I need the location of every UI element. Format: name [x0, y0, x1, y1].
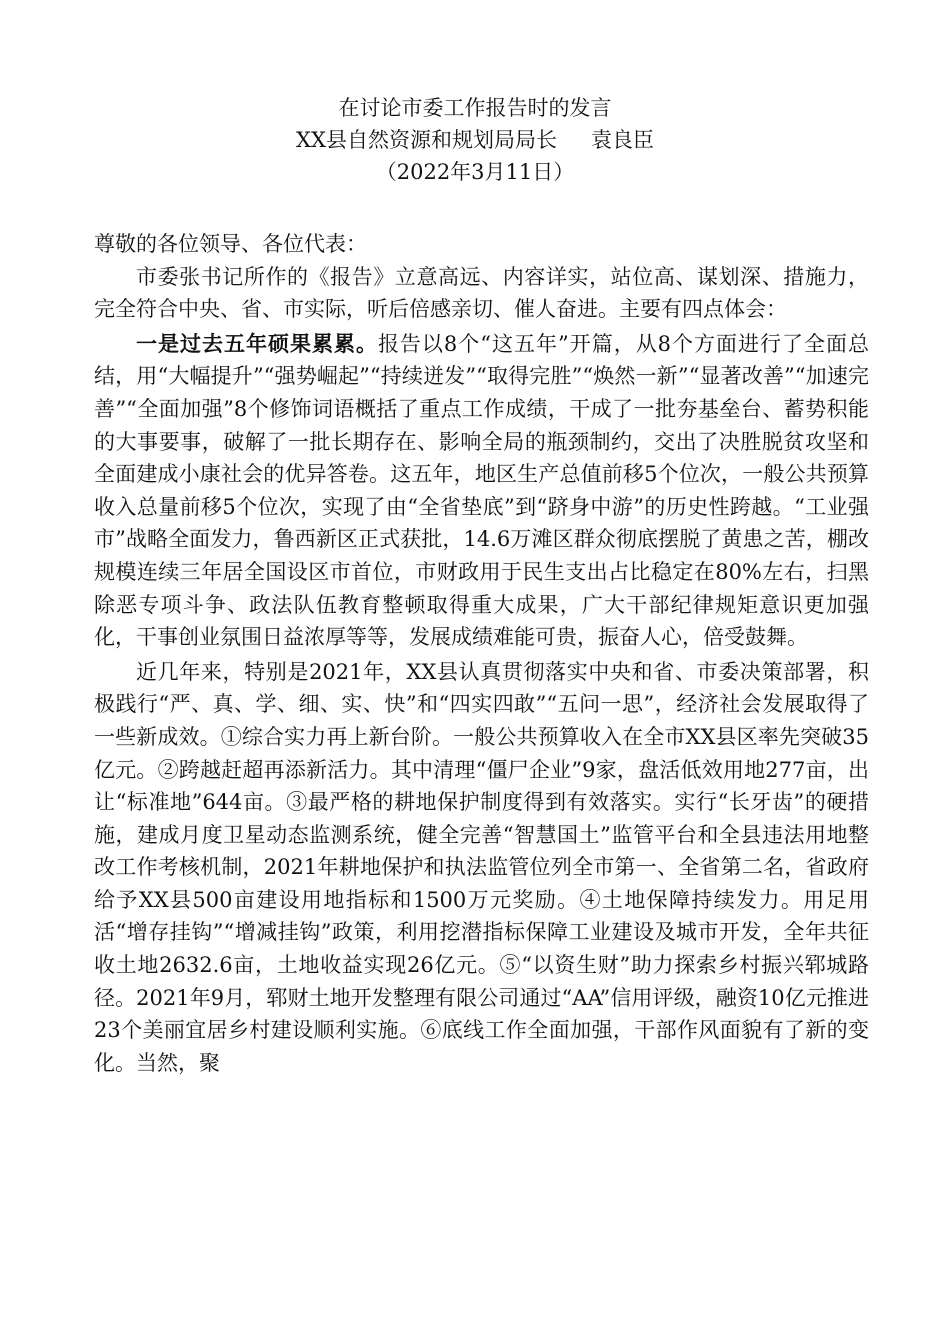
paragraph-lead-heading: 一是过去五年硕果累累。	[136, 331, 378, 356]
paragraph-county-achievements	[94, 656, 869, 1080]
speaker-name: 袁良臣	[590, 128, 654, 152]
paragraph-point-one	[94, 328, 869, 654]
speech-header	[0, 92, 950, 188]
speech-date: （2022年3月11日）	[375, 160, 575, 184]
paragraph-opening	[94, 261, 869, 326]
salutation: 尊敬的各位领导、各位代表：	[94, 232, 367, 256]
speech-body	[94, 228, 869, 1079]
speech-title: 在讨论市委工作报告时的发言	[338, 96, 612, 120]
paragraph-text: 市委张书记所作的《报告》立意高远、内容详实，站位高、谋划深、措施力，完全符合中央、省、市实际，听后倍感亲切、催人奋进。主要有四点体会：	[94, 264, 869, 322]
speaker-line	[0, 124, 950, 156]
paragraph-text: 近几年来，特别是2021年，XX县认真贯彻落实中央和省、市委决策部署，积极践行“严、真、学、细、实、快”和“四实四敢”“五问一思”，经济社会发展取得了一些新成效。①综合实力再上新台阶。一般公共预算收入在全市XX县区率先突破35亿元。②跨越赶超再添新活力。其中清理“僵尸企业”9家，盘活低效用地277亩，出让“标准地”644亩。③最严格的耕地保护制度得到有效落实。实行“长牙齿”的硬措施，建成月度卫星动态监测系统，健全完善“智慧国土”监管平台和全县违法用地整改工作考核机制，2021年耕地保护和执法监管位列全市第一、全省第二名，省政府给予XX县500亩建设用地指标和1500万元奖励。④土地保障持续发力。用足用活“增存挂钩”“增减挂钩”政策，利用挖潜指标保障工业建设及城市开发，全年共征收土地2632.6亩，土地收益实现26亿元。⑤“以资生财”助力探索乡村振兴郓城路径。2021年9月，郓财土地开发整理有限公司通过“AA”信用评级，融资10亿元推进23个美丽宜居乡村建设顺利实施。⑥底线工作全面加强，干部作风面貌有了新的变化。当然，聚	[94, 659, 869, 1075]
speaker-position: XX县自然资源和规划局局长	[296, 128, 557, 152]
paragraph-text: 报告以8个“这五年”开篇，从8个方面进行了全面总结，用“大幅提升”“强势崛起”“持续迸发”“取得完胜”“焕然一新”“显著改善”“加速完善”“全面加强”8个修饰词语概括了重点工作成绩，干成了一批夯基垒台、蓄势积能的大事要事，破解了一批长期存在、影响全局的瓶颈制约，交出了决胜脱贫攻坚和全面建成小康社会的优异答卷。这五年，地区生产总值前移5个位次，一般公共预算收入总量前移5个位次，实现了由“全省垫底”到“跻身中游”的历史性跨越。“工业强市”战略全面发力，鲁西新区正式获批，14.6万滩区群众彻底摆脱了黄患之苦，棚改规模连续三年居全国设区市首位，市财政用于民生支出占比稳定在80%左右，扫黑除恶专项斗争、政法队伍教育整顿取得重大成果，广大干部纪律规矩意识更加强化，干事创业氛围日益浓厚等等，发展成绩难能可贵，振奋人心，倍受鼓舞。	[94, 331, 869, 650]
